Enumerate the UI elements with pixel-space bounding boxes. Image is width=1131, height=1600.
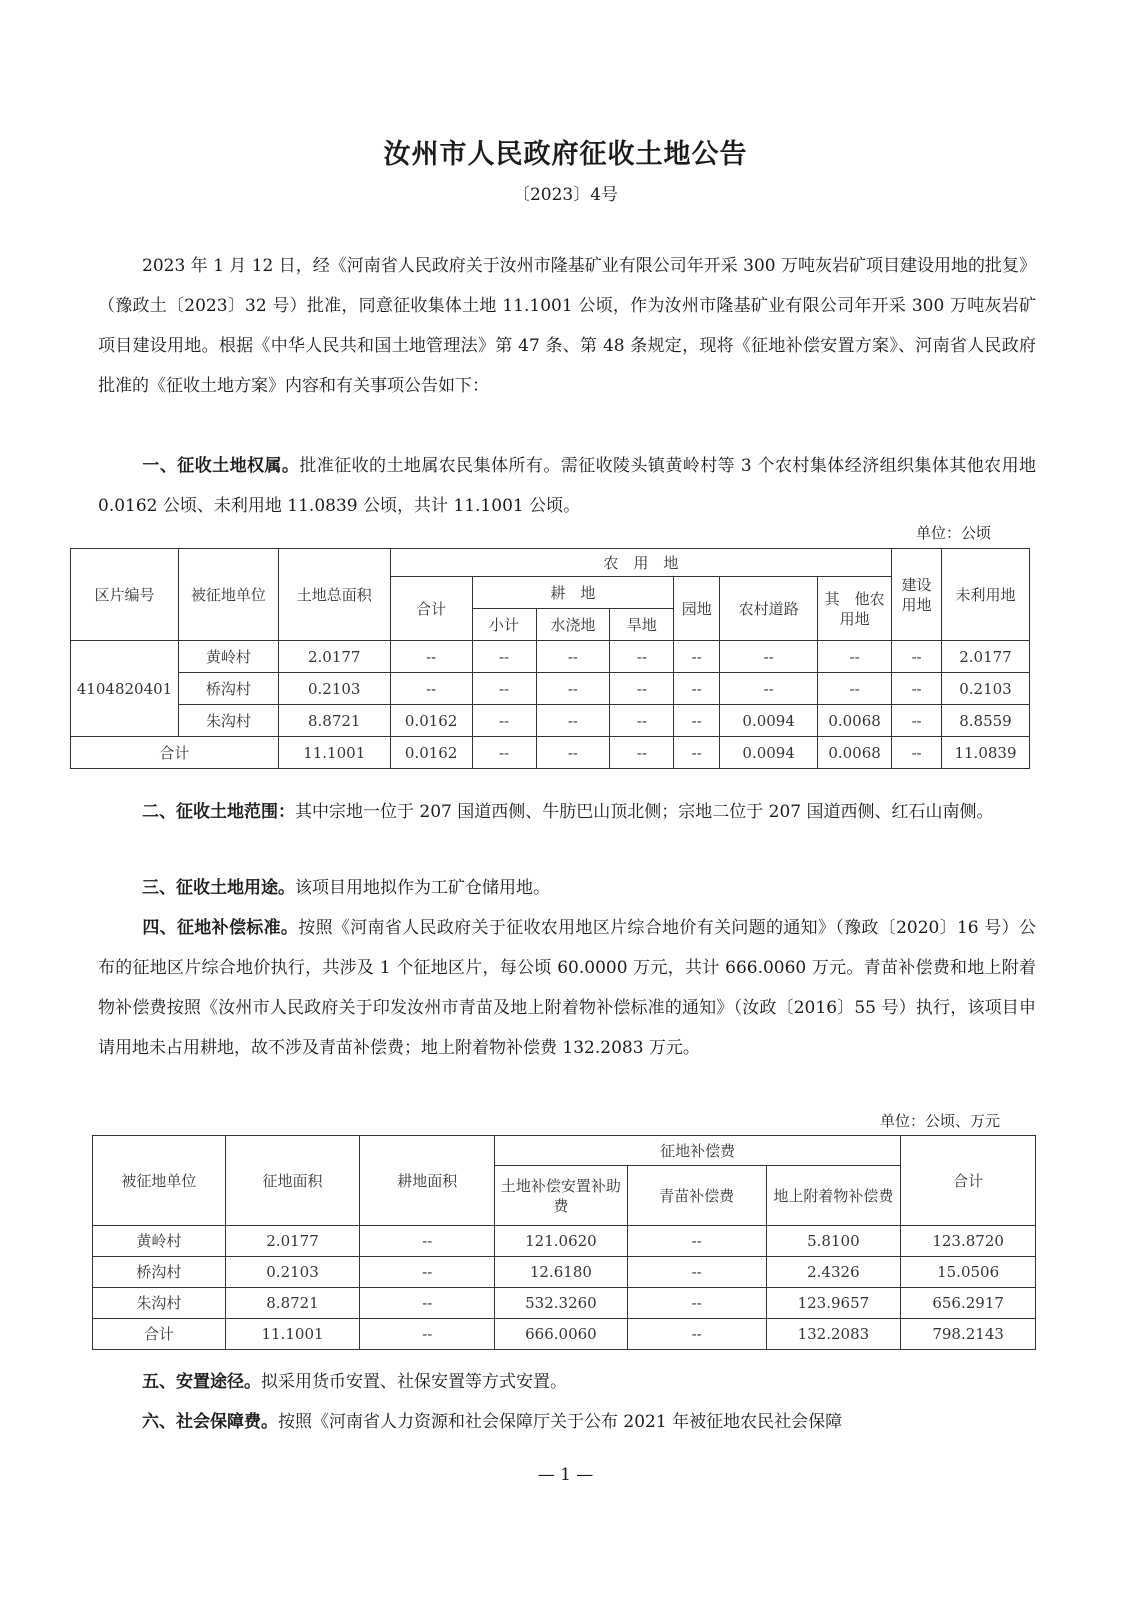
table-cell: -- bbox=[360, 1319, 495, 1350]
col-garden: 园地 bbox=[674, 577, 720, 641]
table-cell: 532.3260 bbox=[495, 1288, 628, 1319]
col-arable-subtotal: 小计 bbox=[472, 609, 536, 641]
col-other-agri: 其 他农用地 bbox=[818, 577, 892, 641]
section-2-heading: 二、征收土地范围： bbox=[142, 802, 295, 822]
table-cell: 黄岭村 bbox=[93, 1226, 226, 1257]
table-cell: -- bbox=[627, 1319, 766, 1350]
table-cell: -- bbox=[390, 673, 472, 705]
table-cell: 8.8721 bbox=[278, 705, 390, 737]
table-cell: 桥沟村 bbox=[178, 673, 278, 705]
table-cell: 0.0094 bbox=[720, 737, 818, 769]
table-cell: 2.0177 bbox=[225, 1226, 360, 1257]
table-total-row bbox=[71, 737, 1030, 769]
table-cell: -- bbox=[360, 1257, 495, 1288]
table-cell: 8.8721 bbox=[225, 1288, 360, 1319]
table-cell: 0.0068 bbox=[818, 737, 892, 769]
table-cell: -- bbox=[720, 641, 818, 673]
table-row bbox=[71, 641, 1030, 673]
section-3 bbox=[98, 868, 1036, 908]
table-cell: 0.0162 bbox=[390, 705, 472, 737]
table-cell: 朱沟村 bbox=[178, 705, 278, 737]
table-cell: 666.0060 bbox=[495, 1319, 628, 1350]
section-6 bbox=[98, 1402, 1036, 1442]
document-number: 〔2023〕4号 bbox=[512, 185, 619, 205]
col-road: 农村道路 bbox=[720, 577, 818, 641]
intro-paragraph bbox=[98, 246, 1036, 406]
table-cell: 0.0068 bbox=[818, 705, 892, 737]
table-cell: -- bbox=[674, 641, 720, 673]
table-cell: 11.0839 bbox=[941, 737, 1029, 769]
table-cell: -- bbox=[360, 1288, 495, 1319]
table-cell: 2.4326 bbox=[766, 1257, 901, 1288]
section-5-text: 拟采用货币安置、社保安置等方式安置。 bbox=[261, 1372, 567, 1392]
col-irrigated: 水浇地 bbox=[536, 609, 610, 641]
col-crop-comp: 青苗补偿费 bbox=[627, 1166, 766, 1226]
table-cell: -- bbox=[610, 705, 674, 737]
table-1-unit: 单位：公顷 bbox=[916, 524, 992, 542]
section-5 bbox=[98, 1362, 1036, 1402]
col-arable-area: 耕地面积 bbox=[360, 1136, 495, 1226]
table-cell: 8.8559 bbox=[941, 705, 1029, 737]
col-arable: 耕 地 bbox=[472, 577, 674, 609]
section-6-heading: 六、社会保障费。 bbox=[142, 1412, 278, 1432]
table-cell: -- bbox=[674, 705, 720, 737]
intro-text: 2023 年 1 月 12 日，经《河南省人民政府关于汝州市隆基矿业有限公司年开采 300 万吨灰岩矿项目建设用地的批复》（豫政土〔2023〕32 号）批准，同意征收集体土地 11.1001 公顷，作为汝州市隆基矿业有限公司年开采 300 万吨灰岩矿项目建设用地。根据《中华人民共和国土地管理法》第 47 条、第 48 条规定，现将《征地补偿安置方案》、河南省人民政府批准的《征收土地方案》内容和有关事项公告如下： bbox=[98, 256, 1036, 396]
table-cell: 11.1001 bbox=[225, 1319, 360, 1350]
section-1 bbox=[98, 446, 1036, 526]
page-number: — 1 — bbox=[537, 1465, 594, 1485]
section-4 bbox=[98, 908, 1036, 1068]
table-cell: 11.1001 bbox=[278, 737, 390, 769]
table-cell: 0.2103 bbox=[278, 673, 390, 705]
col-unused-land: 未利用地 bbox=[941, 549, 1029, 641]
compensation-table bbox=[92, 1135, 1036, 1350]
section-1-text: 批准征收的土地属农民集体所有。需征收陵头镇黄岭村等 3 个农村集体经济组织集体其他农用地 0.0162 公顷、未利用地 11.0839 公顷，共计 11.1001 公顷。 bbox=[98, 456, 1037, 516]
table-total-row bbox=[93, 1319, 1036, 1350]
col-total-area: 土地总面积 bbox=[278, 549, 390, 641]
table-cell: 0.0162 bbox=[390, 737, 472, 769]
table-cell: 桥沟村 bbox=[93, 1257, 226, 1288]
table-cell: -- bbox=[818, 641, 892, 673]
table-cell: -- bbox=[472, 641, 536, 673]
col-attach-comp: 地上附着物补偿费 bbox=[766, 1166, 901, 1226]
table-cell: 2.0177 bbox=[278, 641, 390, 673]
table-cell: -- bbox=[472, 737, 536, 769]
col-agri-sum: 合计 bbox=[390, 577, 472, 641]
table-cell: 798.2143 bbox=[901, 1319, 1036, 1350]
table-cell: 0.0094 bbox=[720, 705, 818, 737]
table-cell: -- bbox=[818, 673, 892, 705]
document-title: 汝州市人民政府征收土地公告 bbox=[383, 139, 748, 170]
table-cell: -- bbox=[610, 641, 674, 673]
table-cell: 15.0506 bbox=[901, 1257, 1036, 1288]
section-4-text: 按照《河南省人民政府关于征收农用地区片综合地价有关问题的通知》（豫政〔2020〕16 号）公布的征地区片综合地价执行，共涉及 1 个征地区片，每公顷 60.0000 万元，共计 666.0060 万元。青苗补偿费和地上附着物补偿费按照《汝州市人民政府关于印发汝州市青苗及地上附着物补偿标准的通知》（汝政〔2016〕55 号）执行，该项目申请用地未占用耕地，故不涉及青苗补偿费；地上附着物补偿费 132.2083 万元。 bbox=[98, 918, 1036, 1058]
section-6-text: 按照《河南省人力资源和社会保障厅关于公布 2021 年被征地农民社会保障 bbox=[278, 1412, 843, 1432]
table-cell: 656.2917 bbox=[901, 1288, 1036, 1319]
col-zone-code: 区片编号 bbox=[71, 549, 179, 641]
table-cell: 132.2083 bbox=[766, 1319, 901, 1350]
table-cell: -- bbox=[472, 705, 536, 737]
table-cell: -- bbox=[472, 673, 536, 705]
table-cell: -- bbox=[674, 737, 720, 769]
section-2 bbox=[98, 792, 1036, 832]
table-row bbox=[93, 1257, 1036, 1288]
table-cell: -- bbox=[627, 1257, 766, 1288]
table-cell: 朱沟村 bbox=[93, 1288, 226, 1319]
section-5-heading: 五、安置途径。 bbox=[142, 1372, 261, 1392]
table-cell: -- bbox=[536, 641, 610, 673]
table-cell: -- bbox=[627, 1288, 766, 1319]
table-cell: 121.0620 bbox=[495, 1226, 628, 1257]
table-cell: -- bbox=[536, 673, 610, 705]
table-cell: 123.8720 bbox=[901, 1226, 1036, 1257]
table-cell: -- bbox=[720, 673, 818, 705]
section-3-heading: 三、征收土地用途。 bbox=[142, 878, 295, 898]
zone-code-cell: 4104820401 bbox=[71, 641, 179, 737]
table-cell: -- bbox=[536, 737, 610, 769]
table-cell: -- bbox=[627, 1226, 766, 1257]
table-row bbox=[71, 673, 1030, 705]
col-compensation: 征地补偿费 bbox=[495, 1136, 901, 1166]
table-cell: 0.2103 bbox=[225, 1257, 360, 1288]
section-2-text: 其中宗地一位于 207 国道西侧、牛肪巴山顶北侧；宗地二位于 207 国道西侧、红石山南侧。 bbox=[295, 802, 994, 822]
col-land-comp: 土地补偿安置补助费 bbox=[495, 1166, 628, 1226]
table-2-unit: 单位：公顷、万元 bbox=[880, 1112, 1001, 1130]
land-ownership-table bbox=[70, 548, 1030, 769]
table-cell: -- bbox=[892, 641, 942, 673]
table-cell: 12.6180 bbox=[495, 1257, 628, 1288]
table-cell: -- bbox=[360, 1226, 495, 1257]
section-1-heading: 一、征收土地权属。 bbox=[142, 456, 300, 476]
col-agri-land: 农 用 地 bbox=[390, 549, 891, 577]
section-3-text: 该项目用地拟作为工矿仓储用地。 bbox=[295, 878, 550, 898]
table-row bbox=[71, 705, 1030, 737]
col-area: 征地面积 bbox=[225, 1136, 360, 1226]
table-cell: -- bbox=[610, 673, 674, 705]
table-row bbox=[93, 1288, 1036, 1319]
col-unit: 被征地单位 bbox=[93, 1136, 226, 1226]
table-cell: -- bbox=[892, 705, 942, 737]
table-cell: 2.0177 bbox=[941, 641, 1029, 673]
table-cell: -- bbox=[892, 673, 942, 705]
table-cell: 123.9657 bbox=[766, 1288, 901, 1319]
col-dry: 旱地 bbox=[610, 609, 674, 641]
col-unit: 被征地单位 bbox=[178, 549, 278, 641]
table-cell: -- bbox=[892, 737, 942, 769]
table-cell: -- bbox=[390, 641, 472, 673]
table-row bbox=[93, 1226, 1036, 1257]
table-cell: 5.8100 bbox=[766, 1226, 901, 1257]
col-build-land: 建设用地 bbox=[892, 549, 942, 641]
col-total: 合计 bbox=[901, 1136, 1036, 1226]
table-cell: 合计 bbox=[71, 737, 279, 769]
table-cell: 合计 bbox=[93, 1319, 226, 1350]
table-cell: -- bbox=[610, 737, 674, 769]
table-cell: 0.2103 bbox=[941, 673, 1029, 705]
table-cell: -- bbox=[536, 705, 610, 737]
table-cell: 黄岭村 bbox=[178, 641, 278, 673]
table-cell: -- bbox=[674, 673, 720, 705]
section-4-heading: 四、征地补偿标准。 bbox=[142, 918, 299, 938]
